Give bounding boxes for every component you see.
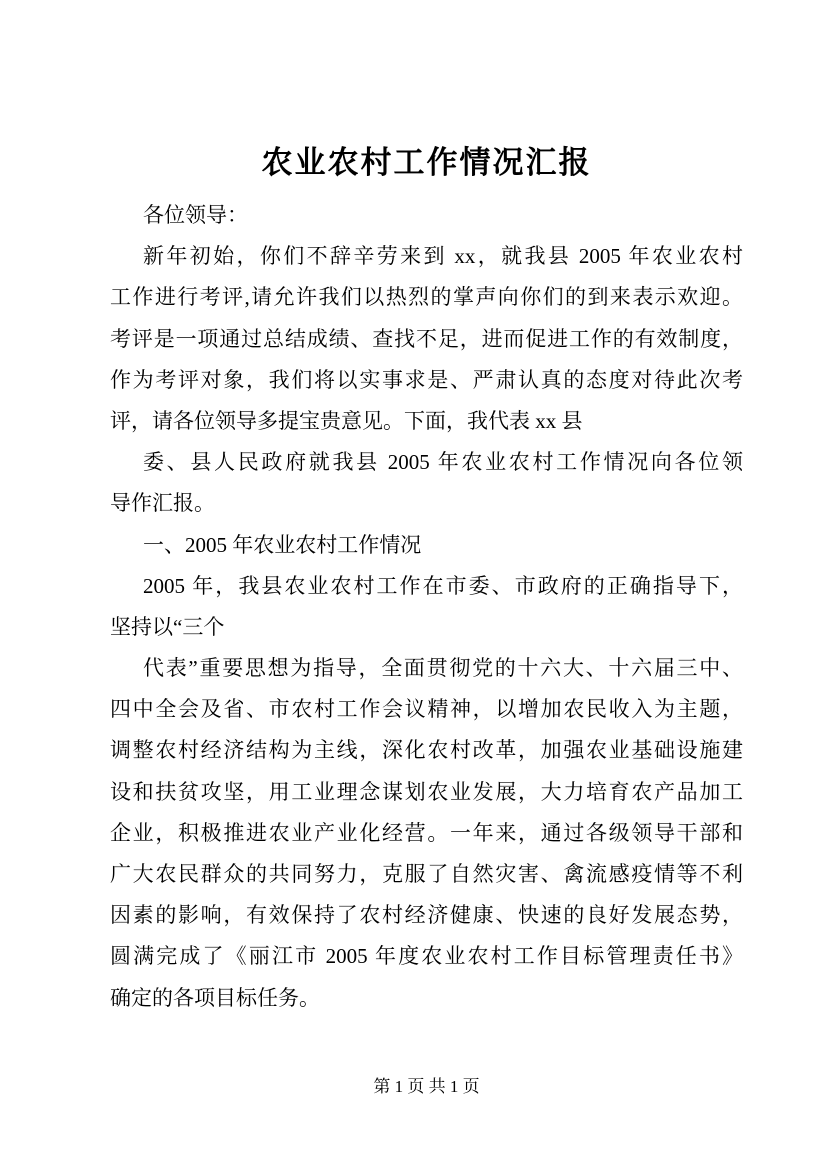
document-line: 作为考评对象，我们将以实事求是、严肃认真的态度对待此次考 [110,367,743,392]
document-line: 企业，积极推进农业产业化经营。一年来，通过各级领导干部和 [110,820,743,845]
document-line: 委、县人民政府就我县 2005 年农业农村工作情况向各位领 [143,450,743,475]
document-line: 评，请各位领导多提宝贵意见。下面，我代表 xx 县 [110,408,583,433]
document-line: 调整农村经济结构为主线，深化农村改革，加强农业基础设施建 [110,738,743,763]
document-line: 因素的影响，有效保持了农村经济健康、快速的良好发展态势， [110,903,743,928]
document-line: 坚持以“三个 [110,614,225,639]
document-line: 四中全会及省、市农村工作会议精神，以增加农民收入为主题， [110,697,743,722]
document-title: 农业农村工作情况汇报 [261,145,592,180]
document-line: 确定的各项目标任务。 [110,985,320,1010]
document-line: 代表”重要思想为指导，全面贯彻党的十六大、十六届三中、 [143,656,743,681]
document-line: 设和扶贫攻坚，用工业理念谋划农业发展，大力培育农产品加工 [110,779,743,804]
document-line: 2005 年，我县农业农村工作在市委、市政府的正确指导下， [143,573,743,598]
document-line: 各位领导： [143,203,248,227]
document-line: 新年初始，你们不辞辛劳来到 xx，就我县 2005 年农业农村 [143,244,743,269]
document-line: 圆满完成了《丽江市 2005 年度农业农村工作目标管理责任书》 [110,944,743,969]
document-line: 导作汇报。 [110,491,215,516]
document-body [110,195,743,1019]
page-number-footer: 第 1 页 共 1 页 [373,1077,480,1096]
document-line: 工作进行考评,请允许我们以热烈的掌声向你们的到来表示欢迎。 [110,285,743,310]
document-line: 考评是一项通过总结成绩、查找不足，进而促进工作的有效制度， [110,326,743,351]
document-line: 广大农民群众的共同努力，克服了自然灾害、禽流感疫情等不利 [110,862,743,886]
document-line: 一、2005 年农业农村工作情况 [143,532,422,557]
